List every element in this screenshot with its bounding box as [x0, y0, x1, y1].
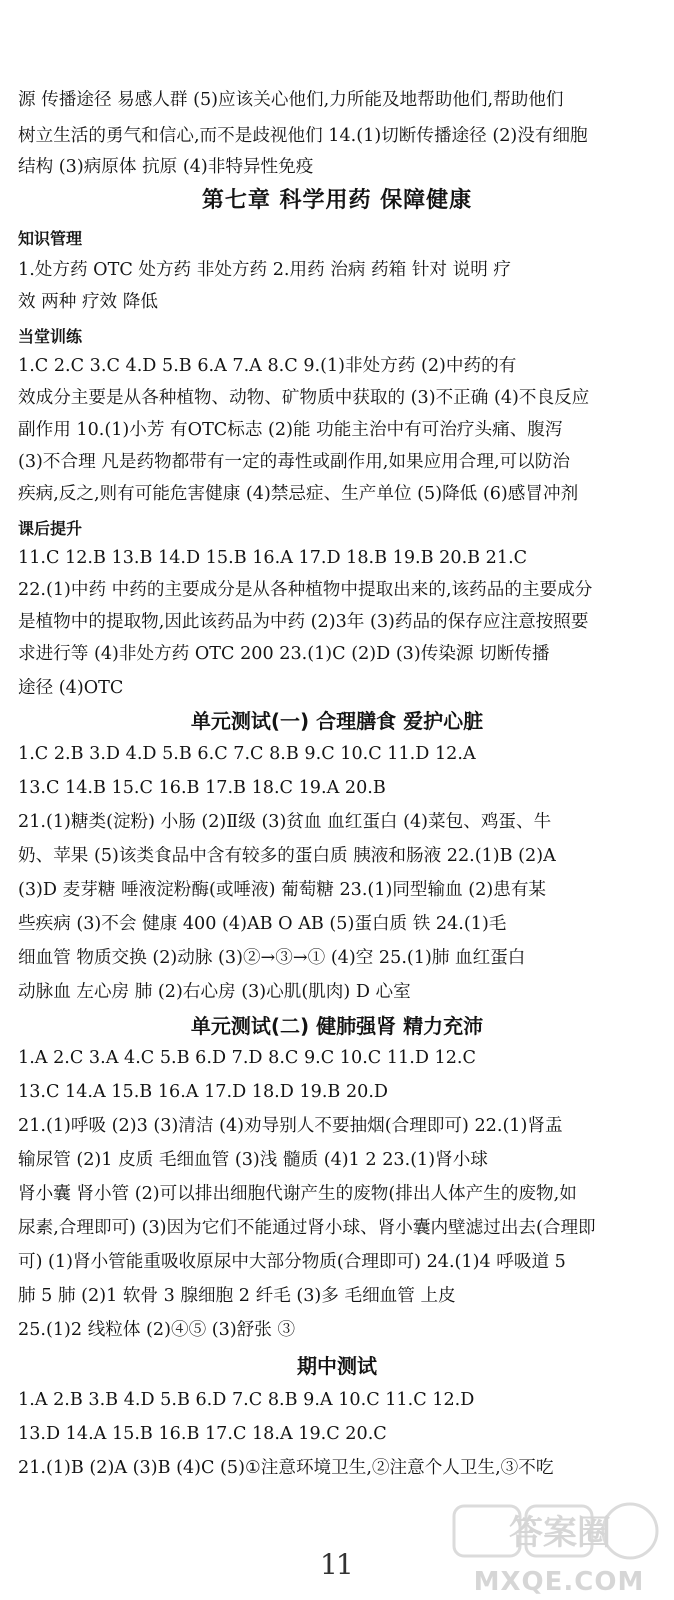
unit2-title: 单元测试(二) 健肺强肾 精力充沛 — [190, 1014, 484, 1038]
unit1-line-2: 13.C 14.B 15.C 16.B 17.B 18.C 19.A 20.B — [18, 778, 386, 798]
class-line-5: 疾病,反之,则有可能危害健康 (4)禁忌症、生产单位 (5)降低 (6)感冒冲剂 — [18, 484, 579, 504]
unit1-line-5: (3)D 麦芽糖 唾液淀粉酶(或唾液) 葡萄糖 23.(1)同型输血 (2)患有某 — [18, 880, 547, 900]
class-line-2: 效成分主要是从各种植物、动物、矿物质中获取的 (3)不正确 (4)不良反应 — [18, 388, 590, 408]
after-line-2: 22.(1)中药 中药的主要成分是从各种植物中提取出来的,该药品的主要成分 — [18, 580, 593, 600]
unit2-line-1: 1.A 2.C 3.A 4.C 5.B 6.D 7.D 8.C 9.C 10.C 11.D 12.C — [18, 1048, 476, 1068]
knowledge-line-1: 1.处方药 OTC 处方药 非处方药 2.用药 治病 药箱 针对 说明 疗 — [18, 260, 511, 280]
class-label: 当堂训练 — [18, 327, 83, 346]
after-label: 课后提升 — [18, 519, 83, 538]
unit1-line-6: 些疾病 (3)不会 健康 400 (4)AB O AB (5)蛋白质 铁 24.(1)毛 — [18, 914, 507, 934]
intro-line-3: 结构 (3)病原体 抗原 (4)非特异性免疫 — [18, 157, 314, 177]
unit2-line-5: 肾小囊 肾小管 (2)可以排出细胞代谢产生的废物(排出人体产生的废物,如 — [18, 1184, 577, 1204]
class-line-3: 副作用 10.(1)小芳 有OTC标志 (2)能 功能主治中有可治疗头痛、腹泻 — [18, 420, 563, 440]
unit1-line-3: 21.(1)糖类(淀粉) 小肠 (2)Ⅱ级 (3)贫血 血红蛋白 (4)菜包、鸡蛋、牛 — [18, 812, 552, 832]
unit1-title: 单元测试(一) 合理膳食 爱护心脏 — [190, 709, 484, 733]
page-number: 11 — [320, 1548, 352, 1581]
unit1-line-4: 奶、苹果 (5)该类食品中含有较多的蛋白质 胰液和肠液 22.(1)B (2)A — [18, 846, 556, 866]
watermark-logo — [448, 1500, 670, 1598]
after-line-5: 途径 (4)OTC — [18, 678, 124, 698]
midterm-title: 期中测试 — [297, 1354, 377, 1378]
midterm-line-3: 21.(1)B (2)A (3)B (4)C (5)①注意环境卫生,②注意个人卫生,③不吃 — [18, 1458, 554, 1478]
unit1-line-1: 1.C 2.B 3.D 4.D 5.B 6.C 7.C 8.B 9.C 10.C 11.D 12.A — [18, 744, 476, 764]
midterm-line-1: 1.A 2.B 3.B 4.D 5.B 6.D 7.C 8.B 9.A 10.C 11.C 12.D — [18, 1390, 475, 1410]
watermark-bottom-text: MXQE.COM — [473, 1567, 645, 1597]
unit2-line-4: 输尿管 (2)1 皮质 毛细血管 (3)浅 髓质 (4)1 2 23.(1)肾小球 — [18, 1150, 488, 1170]
unit2-line-9: 25.(1)2 线粒体 (2)④⑤ (3)舒张 ③ — [18, 1320, 296, 1340]
class-line-1: 1.C 2.C 3.C 4.D 5.B 6.A 7.A 8.C 9.(1)非处方药 (2)中药的有 — [18, 356, 517, 376]
unit1-line-7: 细血管 物质交换 (2)动脉 (3)②→③→① (4)空 25.(1)肺 血红蛋白 — [18, 948, 526, 968]
unit2-line-2: 13.C 14.A 15.B 16.A 17.D 18.D 19.B 20.D — [18, 1082, 389, 1102]
watermark-circle — [603, 1504, 657, 1558]
after-line-3: 是植物中的提取物,因此该药品为中药 (2)3年 (3)药品的保存应注意按照要 — [18, 612, 589, 632]
unit2-line-7: 可) (1)肾小管能重吸收原尿中大部分物质(合理即可) 24.(1)4 呼吸道 5 — [18, 1252, 566, 1272]
unit2-line-6: 尿素,合理即可) (3)因为它们不能通过肾小球、肾小囊内壁滤过出去(合理即 — [18, 1218, 596, 1238]
after-line-1: 11.C 12.B 13.B 14.D 15.B 16.A 17.D 18.B 19.B 20.B 21.C — [18, 548, 528, 568]
unit2-line-8: 肺 5 肺 (2)1 软骨 3 腺细胞 2 纤毛 (3)多 毛细血管 上皮 — [18, 1286, 456, 1306]
intro-line-1: 源 传播途径 易感人群 (5)应该关心他们,力所能及地帮助他们,帮助他们 — [18, 90, 564, 110]
knowledge-line-2: 效 两种 疗效 降低 — [18, 292, 158, 312]
midterm-line-2: 13.D 14.A 15.B 16.B 17.C 18.A 19.C 20.C — [18, 1424, 387, 1444]
unit2-line-3: 21.(1)呼吸 (2)3 (3)清洁 (4)劝导别人不要抽烟(合理即可) 22.(1)肾盂 — [18, 1116, 563, 1136]
after-line-4: 求进行等 (4)非处方药 OTC 200 23.(1)C (2)D (3)传染源 切断传播 — [18, 644, 550, 664]
knowledge-label: 知识管理 — [18, 229, 83, 248]
class-line-4: (3)不合理 凡是药物都带有一定的毒性或副作用,如果应用合理,可以防治 — [18, 452, 570, 472]
watermark-top-text: 答案圈 — [509, 1513, 611, 1553]
intro-line-2: 树立生活的勇气和信心,而不是歧视他们 14.(1)切断传播途径 (2)没有细胞 — [18, 126, 588, 146]
unit1-line-8: 动脉血 左心房 肺 (2)右心房 (3)心肌(肌肉) D 心室 — [18, 982, 411, 1002]
chapter7-title: 第七章 科学用药 保障健康 — [201, 188, 473, 213]
